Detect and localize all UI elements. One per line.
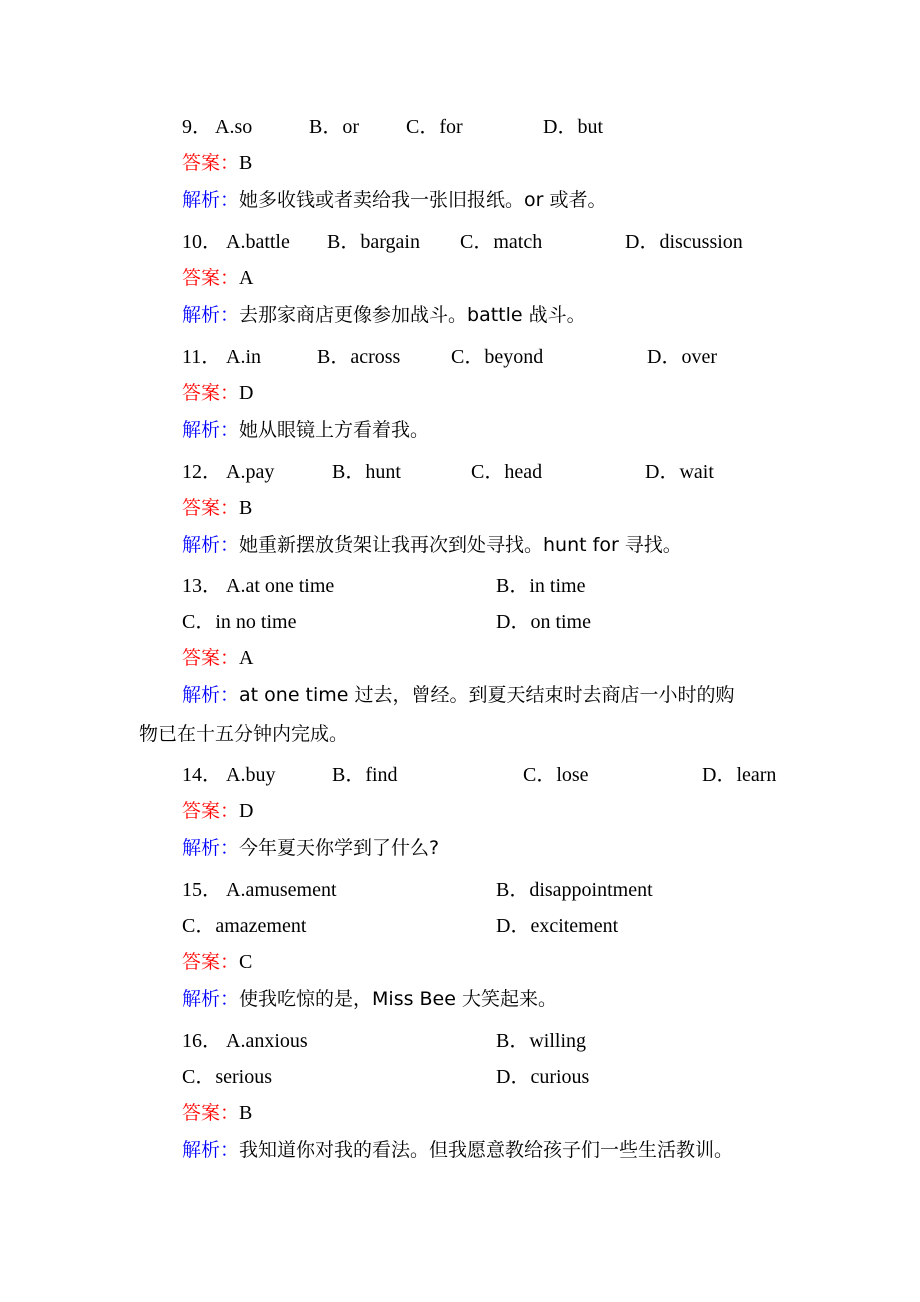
analysis-label: 解析： xyxy=(182,837,240,859)
answer-label: 答案： xyxy=(182,152,240,174)
analysis-label: 解析： xyxy=(182,684,240,706)
analysis-text: 今年夏天你学到了什么? xyxy=(239,837,440,859)
option-a: A.amusement xyxy=(226,879,337,901)
option-c: C．in no time xyxy=(182,611,297,633)
analysis-line xyxy=(182,533,682,557)
answer-line xyxy=(182,381,253,405)
option-c: C．beyond xyxy=(451,346,544,368)
option-d: D．curious xyxy=(496,1066,590,1088)
answer-line xyxy=(182,266,253,290)
option-d: D．discussion xyxy=(625,231,743,253)
option-a: A.at one time xyxy=(226,575,335,597)
answer-value: A xyxy=(239,267,254,289)
analysis-line xyxy=(182,836,439,860)
option-d: D．on time xyxy=(496,611,591,633)
question-number: 10． xyxy=(182,231,222,253)
option-b: B．or xyxy=(309,116,359,138)
analysis-label: 解析： xyxy=(182,988,240,1010)
answer-value: C xyxy=(239,951,253,973)
option-b: B．willing xyxy=(496,1030,587,1052)
question-number: 11． xyxy=(182,346,222,368)
analysis-line xyxy=(182,987,557,1011)
analysis-text: 我知道你对我的看法。但我愿意教给孩子们一些生活教训。 xyxy=(239,1139,734,1161)
answer-label: 答案： xyxy=(182,267,240,289)
answer-label: 答案： xyxy=(182,800,240,822)
option-a: A.so xyxy=(215,116,253,138)
analysis-label: 解析： xyxy=(182,534,240,556)
answer-label: 答案： xyxy=(182,951,240,973)
option-d: D．learn xyxy=(702,764,777,786)
option-a: A.in xyxy=(226,346,261,368)
option-d: D．excitement xyxy=(496,915,619,937)
answer-value: D xyxy=(239,800,254,822)
option-d: D．but xyxy=(543,116,603,138)
option-d: D．wait xyxy=(645,461,714,483)
option-d: D．over xyxy=(647,346,717,368)
answer-value: B xyxy=(239,152,253,174)
answer-label: 答案： xyxy=(182,497,240,519)
analysis-label: 解析： xyxy=(182,304,240,326)
option-a: A.pay xyxy=(226,461,275,483)
answer-line xyxy=(182,646,253,670)
option-b: B．find xyxy=(332,764,398,786)
option-c: C．for xyxy=(406,116,463,138)
analysis-text: 她多收钱或者卖给我一张旧报纸。or 或者。 xyxy=(239,189,607,211)
question-number: 12． xyxy=(182,461,222,483)
analysis-label: 解析： xyxy=(182,189,240,211)
analysis-line xyxy=(182,418,429,442)
question-number: 16． xyxy=(182,1030,222,1052)
answer-line xyxy=(182,799,253,823)
question-number: 13． xyxy=(182,575,222,597)
option-b: B．across xyxy=(317,346,401,368)
option-b: B．hunt xyxy=(332,461,401,483)
analysis-label: 解析： xyxy=(182,419,240,441)
option-b: B．disappointment xyxy=(496,879,653,901)
option-c: C．match xyxy=(460,231,543,253)
answer-label: 答案： xyxy=(182,647,240,669)
option-a: A.anxious xyxy=(226,1030,308,1052)
answer-line xyxy=(182,151,252,175)
answer-line xyxy=(182,496,252,520)
option-c: C．serious xyxy=(182,1066,272,1088)
analysis-line xyxy=(182,1138,733,1162)
answer-line xyxy=(182,1101,252,1125)
analysis-continuation: 物已在十五分钟内完成。 xyxy=(139,723,349,745)
analysis-text: 去那家商店更像参加战斗。battle 战斗。 xyxy=(239,304,586,326)
option-c: C．amazement xyxy=(182,915,307,937)
option-c: C．head xyxy=(471,461,543,483)
option-a: A.battle xyxy=(226,231,290,253)
option-b: B．in time xyxy=(496,575,586,597)
analysis-label: 解析： xyxy=(182,1139,240,1161)
question-number: 9． xyxy=(182,116,212,138)
option-a: A.buy xyxy=(226,764,276,786)
analysis-line xyxy=(182,683,735,707)
question-number: 14． xyxy=(182,764,222,786)
analysis-text: 她重新摆放货架让我再次到处寻找。hunt for 寻找。 xyxy=(239,534,682,556)
option-c: C．lose xyxy=(523,764,589,786)
analysis-line xyxy=(182,188,607,212)
answer-label: 答案： xyxy=(182,1102,240,1124)
analysis-line xyxy=(182,303,586,327)
analysis-text: at one time 过去，曾经。到夏天结束时去商店一小时的购 xyxy=(239,684,735,706)
answer-value: B xyxy=(239,497,253,519)
analysis-text: 她从眼镜上方看着我。 xyxy=(239,419,430,441)
answer-line xyxy=(182,950,252,974)
answer-value: A xyxy=(239,647,254,669)
option-b: B．bargain xyxy=(327,231,420,253)
answer-label: 答案： xyxy=(182,382,240,404)
answer-value: B xyxy=(239,1102,253,1124)
question-number: 15． xyxy=(182,879,222,901)
answer-value: D xyxy=(239,382,254,404)
analysis-text: 使我吃惊的是，Miss Bee 大笑起来。 xyxy=(239,988,557,1010)
